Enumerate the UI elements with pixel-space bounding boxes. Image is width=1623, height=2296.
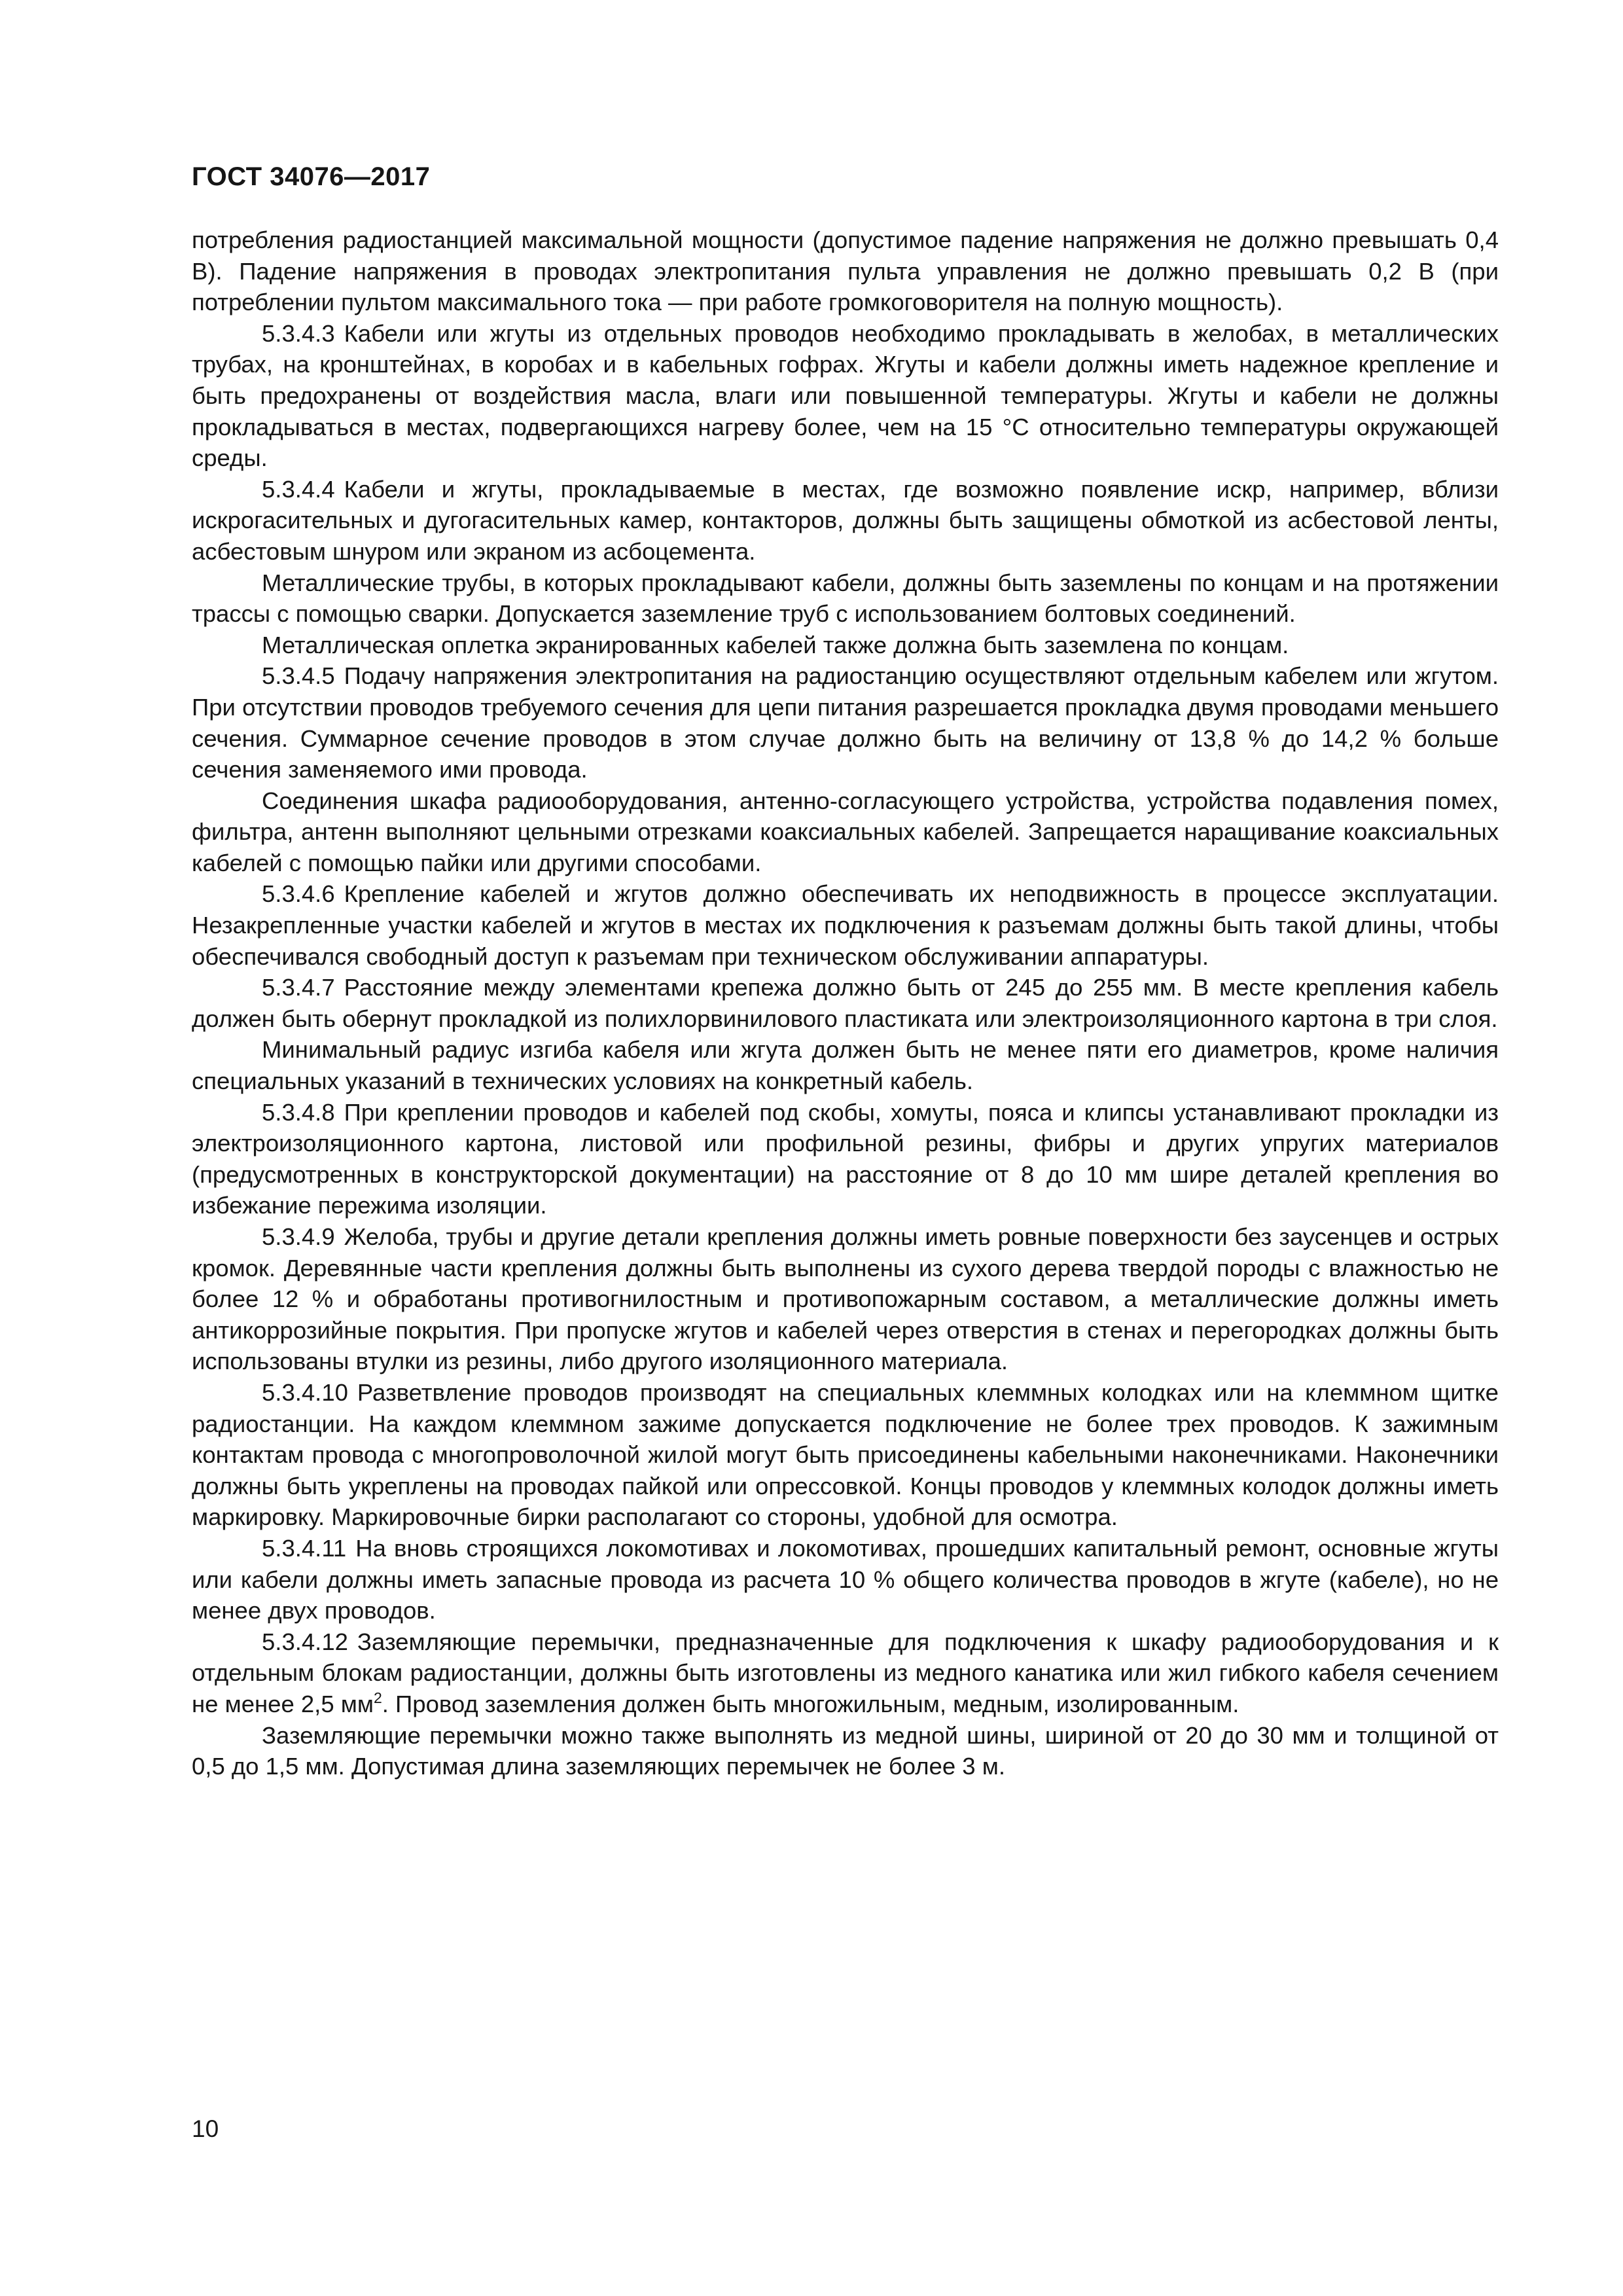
- page-number: 10: [192, 2115, 219, 2142]
- clause-text: При креплении проводов и кабелей под скобы, хомуты, пояса и клипсы устанавливают прокладки из электроизоляционного картона, листовой или профильной резины, фибры и других упругих материалов (предусмотренных в конструкторской документации) на расстояние от 8 до 10 мм шире деталей крепления во избежание пережима изоляции.: [192, 1098, 1499, 1219]
- clause-text: Крепление кабелей и жгутов должно обеспечивать их неподвижность в процессе эксплуатации. Незакрепленные участки кабелей и жгутов в местах их подключения к разъемам должны быть такой длины, чтобы обеспечивался свободный доступ к разъемам при техническом обслуживании аппаратуры.: [192, 880, 1499, 970]
- clause-number: 5.3.4.5: [262, 662, 335, 690]
- clause-5-3-4-8: [192, 1097, 1499, 1221]
- paragraph-metal-pipes: Металлические трубы, в которых прокладывают кабели, должны быть заземлены по концам и на протяжении трассы с помощью сварки. Допускается заземление труб с использованием болтовых соединений.: [192, 569, 1499, 628]
- clause-5-3-4-6: [192, 878, 1499, 972]
- clause-5-3-4-11: [192, 1533, 1499, 1626]
- paragraph-continuation: потребления радиостанцией максимальной мощности (допустимое падение напряжения не должно превышать 0,4 В). Падение напряжения в проводах электропитания пульта управления не должно превышать 0,2 В (при потреблении пультом максимального тока — при работе громкоговорителя на полную мощность).: [192, 226, 1499, 316]
- clause-5-3-4-7: [192, 972, 1499, 1034]
- clause-text: Кабели и жгуты, прокладываемые в местах, где возможно появление искр, например, вблизи искрогасительных и дугогасительных камер, контакторов, должны быть защищены обмоткой из асбестовой ленты, асбестовым шнуром или экраном из асбоцемента.: [192, 475, 1499, 565]
- clause-text: Разветвление проводов производят на специальных клеммных колодках или на клеммном щитке радиостанции. На каждом клеммном зажиме допускается подключение не более трех проводов. К зажимным контактам провода с многопроволочной жилой могут быть присоединены кабельными наконечниками. Наконечники должны быть укреплены на проводах пайкой или опрессовкой. Концы проводов у клеммных колодок должны иметь маркировку. Маркировочные бирки располагают со стороны, удобной для осмотра.: [192, 1378, 1499, 1531]
- clause-5-3-4-4: [192, 474, 1499, 567]
- clause-text: Желоба, трубы и другие детали крепления должны иметь ровные поверхности без заусенцев и острых кромок. Деревянные части крепления должны быть выполнены из сухого дерева твердой породы с влажностью не более 12 % и обработаны противогнилостным и противопожарным составом, а металлические должны иметь антикоррозийные покрытия. При пропуске жгутов и кабелей через отверстия в стенах и перегородках должны быть использованы втулки из резины, либо другого изоляционного материала.: [192, 1223, 1499, 1375]
- document-header: ГОСТ 34076—2017: [192, 162, 431, 191]
- clause-text: Расстояние между элементами крепежа должно быть от 245 до 255 мм. В месте крепления кабель должен быть обернут прокладкой из полихлорвинилового пластиката или электроизоляционного картона в три слоя.: [192, 974, 1499, 1032]
- clause-number: 5.3.4.10: [262, 1378, 348, 1406]
- paragraph-grounding-bus: Заземляющие перемычки можно также выполнять из медной шины, шириной от 20 до 30 мм и толщиной от 0,5 до 1,5 мм. Допустимая длина заземляющих перемычек не более 3 м.: [192, 1721, 1499, 1780]
- clause-text: Подачу напряжения электропитания на радиостанцию осуществляют отдельным кабелем или жгутом. При отсутствии проводов требуемого сечения для цепи питания разрешается прокладка двумя проводами меньшего сечения. Суммарное сечение проводов в этом случае должно быть на величину от 13,8 % до 14,2 % больше сечения заменяемого ими провода.: [192, 662, 1499, 783]
- clause-number: 5.3.4.7: [262, 974, 335, 1001]
- clause-5-3-4-12: [192, 1626, 1499, 1720]
- superscript-square: 2: [373, 1689, 382, 1706]
- clause-5-3-4-3: [192, 318, 1499, 474]
- clause-5-3-4-10: [192, 1377, 1499, 1533]
- clause-text: На вновь строящихся локомотивах и локомотивах, прошедших капитальный ремонт, основные жгуты или кабели должны иметь запасные провода из расчета 10 % общего количества проводов в жгуте (кабеле), но не менее двух проводов.: [192, 1534, 1499, 1624]
- paragraph-coaxial: Соединения шкафа радиооборудования, антенно-согласующего устройства, устройства подавления помех, фильтра, антенн выполняют цельными отрезками коаксиальных кабелей. Запрещается наращивание коаксиальных кабелей с помощью пайки или другими способами.: [192, 787, 1499, 876]
- clause-number: 5.3.4.8: [262, 1098, 335, 1126]
- clause-number: 5.3.4.12: [262, 1628, 348, 1655]
- paragraph-shielding: Металлическая оплетка экранированных кабелей также должна быть заземлена по концам.: [262, 631, 1289, 658]
- document-body: [192, 224, 1499, 1782]
- clause-text: Заземляющие перемычки, предназначенные для подключения к шкафу радиооборудования и к отдельным блокам радиостанции, должны быть изготовлены из медного канатика или жил гибкого кабеля сечением не менее 2,5 мм: [192, 1628, 1499, 1717]
- clause-5-3-4-9: [192, 1221, 1499, 1377]
- clause-5-3-4-5: [192, 660, 1499, 785]
- clause-number: 5.3.4.6: [262, 880, 335, 908]
- clause-number: 5.3.4.11: [262, 1534, 347, 1562]
- clause-number: 5.3.4.9: [262, 1223, 335, 1250]
- clause-number: 5.3.4.4: [262, 475, 335, 503]
- clause-number: 5.3.4.3: [262, 319, 335, 347]
- paragraph-bend-radius: Минимальный радиус изгиба кабеля или жгута должен быть не менее пяти его диаметров, кроме наличия специальных указаний в технических условиях на конкретный кабель.: [192, 1036, 1499, 1095]
- clause-text: Кабели или жгуты из отдельных проводов необходимо прокладывать в желобах, в металлических трубах, на кронштейнах, в коробах и в кабельных гофрах. Жгуты и кабели должны иметь надежное крепление и быть предохранены от воздействия масла, влаги или повышенной температуры. Жгуты и кабели не должны прокладываться в местах, подвергающихся нагреву более, чем на 15 °С относительно температуры окружающей среды.: [192, 319, 1499, 472]
- clause-text-continued: . Провод заземления должен быть многожильным, медным, изолированным.: [382, 1690, 1240, 1717]
